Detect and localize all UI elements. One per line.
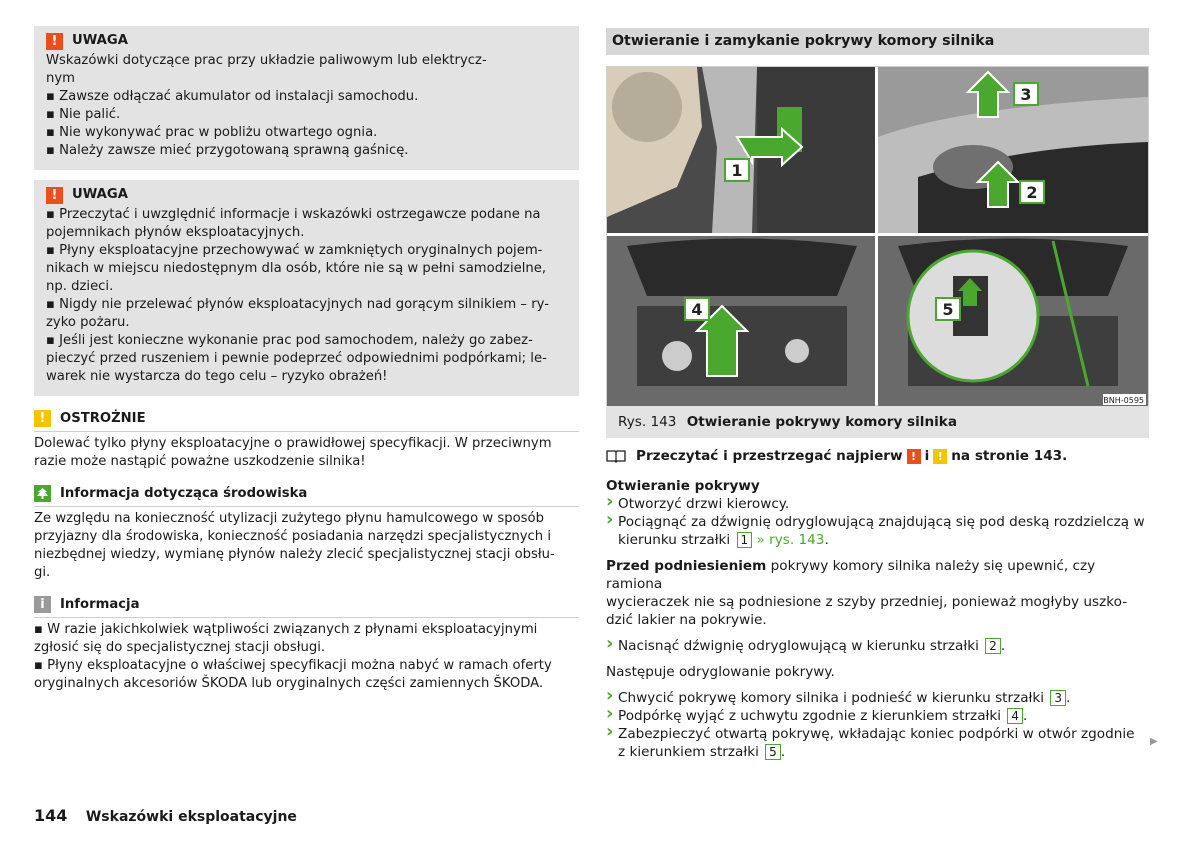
warning-box-fluids (34, 180, 579, 396)
info-bullet: ▪ W razie jakichkolwiek wątpliwości związanych z płynami eksploatacyjnymi (34, 621, 579, 639)
arrow-number: 1 (737, 532, 753, 548)
figure-panel-lever (607, 67, 875, 233)
step-text: Otworzyć drzwi kierowcy. (618, 496, 790, 512)
warning-text: np. dzieci. (46, 279, 114, 294)
warning-icon: ! (46, 33, 63, 50)
step-secure-hood: › Zabezpieczyć otwartą pokrywę, wkładając koniec podpórki w otwór zgodnie z kierunkiem strzałki 5 . (606, 725, 1149, 761)
figure-label-4: 4 (691, 300, 703, 319)
warning-bullet: ▪ Zawsze odłączać akumulator od instalacji samochodu. (46, 88, 567, 106)
figure-hood-opening (606, 66, 1149, 406)
warning-header (46, 184, 567, 206)
read-first-notice (606, 448, 1149, 464)
figure-label-3: 3 (1020, 85, 1032, 104)
figure-panel-prop-rod (607, 236, 875, 406)
warning-icon: ! (907, 449, 921, 464)
before-lifting-bold: Przed podniesieniem (606, 558, 767, 574)
warning-title: UWAGA (72, 187, 128, 202)
warning-bullet: ▪ Płyny eksploatacyjne przechowywać w zamkniętych oryginalnych pojem- (46, 242, 567, 260)
warning-text: pieczyć przed ruszeniem i pewnie podeprzeć odpowiednimi podpórkami; le- (46, 351, 547, 366)
figure-code: BNH-0595 (1103, 396, 1144, 405)
environment-header (34, 485, 579, 507)
step-text: Pociągnąć za dźwignię odryglowującą znajdującą się pod deską rozdzielczą w (618, 514, 1145, 530)
before-lifting-text: wycieraczek nie są podniesione z szyby przedniej, ponieważ mogłyby uszko- (606, 594, 1128, 610)
caution-icon: ! (933, 449, 947, 464)
step-text: Podpórkę wyjąć z uchwytu zgodnie z kierunkiem strzałki (618, 708, 1002, 724)
figure-label-5: 5 (942, 300, 954, 319)
figure-panel-prop-hole (878, 236, 1148, 406)
figure-label-1: 1 (731, 161, 743, 180)
step-pull-lever: › Pociągnąć za dźwignię odryglowującą znajdującą się pod deską rozdzielczą w kierunku strzałki 1 » rys. 143. (606, 513, 1149, 549)
warning-bullet: ▪ Przeczytać i uwzględnić informacje i wskazówki ostrzegawcze podane na (46, 206, 567, 224)
environment-body (34, 507, 579, 582)
figure-label-2: 2 (1026, 183, 1038, 202)
warning-bullet: ▪ Nie palić. (46, 106, 567, 124)
environment-title: Informacja dotycząca środowiska (60, 486, 308, 501)
caution-title: OSTROŻNIE (60, 411, 146, 426)
caution-header (34, 410, 579, 432)
info-bullet: ▪ Płyny eksploatacyjne o właściwej specyfikacji można nabyć w ramach oferty (34, 657, 579, 675)
step-open-door (606, 495, 1149, 513)
read-first-post: na stronie 143. (951, 448, 1068, 464)
before-lifting-text: pokrywy komory silnika należy się upewnić, czy ramiona (606, 558, 1096, 592)
info-title: Informacja (60, 597, 140, 612)
page-number: 144 (34, 806, 68, 825)
step-lift-hood: › Chwycić pokrywę komory silnika i podnieść w kierunku strzałki 3 . (606, 689, 1149, 707)
step-text: z kierunkiem strzałki (618, 744, 759, 760)
step-text: kierunku strzałki (618, 532, 731, 548)
arrow-number: 5 (765, 744, 781, 760)
warning-text: warek nie wystarcza do tego celu – ryzyko obrażeń! (46, 369, 388, 384)
environment-text: przyjazny dla środowiska, konieczność posiadania narzędzi specjalistycznych i (34, 529, 552, 544)
left-column (34, 26, 579, 693)
info-body (34, 618, 579, 693)
warning-header (46, 30, 567, 52)
before-lifting-note (606, 557, 1149, 629)
environment-text: gi. (34, 565, 51, 580)
caution-text: Dolewać tylko płyny eksploatacyjne o prawidłowej specyfikacji. W przeciwnym (34, 436, 552, 451)
warning-title: UWAGA (72, 33, 128, 48)
before-lifting-text: dzić lakier na pokrywie. (606, 612, 767, 628)
warning-text: nikach w miejscu niedostępnym dla osób, które nie są w pełni samodzielne, (46, 261, 547, 276)
section-title: Otwieranie i zamykanie pokrywy komory silnika (606, 28, 1149, 55)
warning-box-fuel (34, 26, 579, 170)
step-text: Nacisnąć dźwignię odryglowującą w kierunku strzałki (618, 638, 979, 654)
warning-text: zyko pożaru. (46, 315, 130, 330)
footer-section: Wskazówki eksploatacyjne (85, 809, 297, 825)
read-first-mid: i (924, 448, 930, 464)
info-header (34, 596, 579, 618)
opening-title: Otwieranie pokrywy (606, 478, 760, 494)
warning-bullet: ▪ Należy zawsze mieć przygotowaną sprawną gaśnicę. (46, 142, 567, 160)
warning-icon: ! (46, 187, 63, 204)
environment-text: niezbędnej wiedzy, wymianę płynów należy zlecić specjalistycznej stacji obsłu- (34, 547, 555, 562)
warning-text: pojemnikach płynów eksploatacyjnych. (46, 225, 305, 240)
arrow-number: 3 (1050, 690, 1066, 706)
figure-caption-number: Rys. 143 (618, 414, 677, 430)
figure-reference-link[interactable]: » rys. 143 (756, 532, 825, 548)
warning-bullet: ▪ Jeśli jest konieczne wykonanie prac pod samochodem, należy go zabez- (46, 332, 567, 350)
figure-panel-hood (878, 67, 1148, 233)
caution-icon: ! (34, 410, 51, 427)
step-press-lever: › Nacisnąć dźwignię odryglowującą w kierunku strzałki 2 . (606, 637, 1149, 655)
instructions (606, 477, 1149, 761)
figure-caption-text: Otwieranie pokrywy komory silnika (686, 414, 958, 430)
warning-bullet: ▪ Nie wykonywać prac w pobliżu otwartego ognia. (46, 124, 567, 142)
caution-text: razie może nastąpić poważne uszkodzenie silnika! (34, 454, 366, 469)
step-text: Zabezpieczyć otwartą pokrywę, wkładając koniec podpórki w otwór zgodnie (618, 726, 1135, 742)
page-footer (34, 806, 297, 825)
unlock-note: Następuje odryglowanie pokrywy. (606, 664, 835, 680)
arrow-number: 2 (985, 638, 1001, 654)
warning-text: Wskazówki dotyczące prac przy układzie paliwowym lub elektrycz- (46, 53, 487, 68)
figure-caption (606, 406, 1149, 438)
warning-bullet: ▪ Nigdy nie przelewać płynów eksploatacyjnych nad gorącym silnikiem – ry- (46, 296, 567, 314)
info-text: oryginalnych akcesoriów ŠKODA lub oryginalnych części zamiennych ŠKODA. (34, 676, 544, 691)
step-remove-prop: › Podpórkę wyjąć z uchwytu zgodnie z kierunkiem strzałki 4 . (606, 707, 1149, 725)
continue-arrow-icon: ▶ (1150, 736, 1158, 747)
info-icon: i (34, 596, 51, 613)
arrow-number: 4 (1007, 708, 1023, 724)
info-text: zgłosić się do specjalistycznej stacji obsługi. (34, 640, 326, 655)
step-text: Chwycić pokrywę komory silnika i podnieść w kierunku strzałki (618, 690, 1045, 706)
caution-body (34, 432, 579, 471)
book-icon (606, 449, 626, 463)
warning-text: nym (46, 71, 76, 86)
right-column (606, 28, 1149, 761)
environment-icon (34, 485, 51, 502)
environment-text: Ze względu na konieczność utylizacji zużytego płynu hamulcowego w sposób (34, 511, 544, 526)
read-first-pre: Przeczytać i przestrzegać najpierw (636, 448, 903, 464)
